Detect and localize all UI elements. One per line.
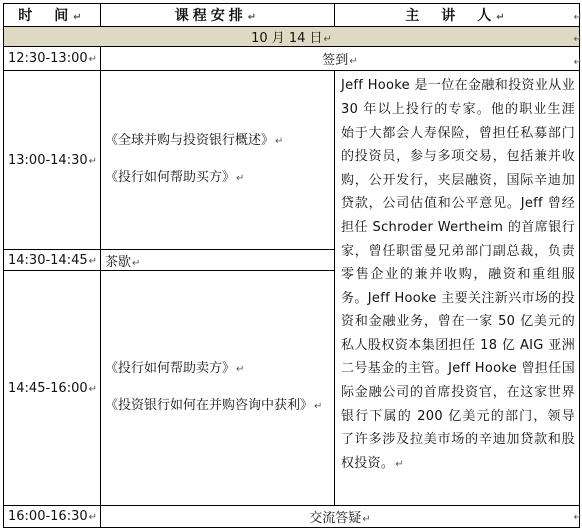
row-end-mark: ↵ — [573, 512, 582, 523]
speaker-bio: Jeff Hooke 是一位在金融和投资业从业 30 年以上投行的专家。他的职业生涯始于大都会人寿保险，曾担任私募部门的投资员，参与多项交易，包括兼并收购，公开发行，夹层融资，国际辛迪加贷款，公司估值和公平意见。Jeff 曾经担任 Schroder Wertheim 的首席银行家，曾任职雷曼兄弟部门副总裁，负责零售企业的兼并收购，融资和重组服务。Jeff Hooke 主要关注新兴市场的投资和金融业务，曾在一家 50 亿美元的私人股权资本集团担任 18 亿 AIG 亚洲二号基金的主管。Jeff Hooke 曾担任国际金融公司的首席投资官，在这家世界银行下属的 200 亿美元的部门，领导了许多涉及拉美市场的辛迪加贷款和股权投资。 — [341, 78, 575, 471]
header-course: 课程安排↵ — [101, 4, 335, 27]
activity-cell: 交流答疑↵ — [101, 505, 580, 527]
course-title: 《投行如何帮助买方》 — [105, 170, 236, 186]
time-cell: 14:30-14:45↵ — [4, 250, 101, 271]
time-cell: 12:30-13:00↵ — [4, 47, 101, 71]
table-row — [4, 47, 580, 71]
header-speaker: 主 讲 人↵ — [335, 4, 580, 27]
course-title: 《全球并购与投资银行概述》 — [105, 133, 275, 149]
date-row — [4, 27, 580, 47]
date-cell: 10 月 14 日↵ — [4, 27, 580, 47]
header-time: 时 间↵ — [4, 4, 101, 27]
time-cell: 13:00-14:30↵ — [4, 71, 101, 250]
activity-cell: 茶歇↵ — [101, 250, 335, 271]
table-row — [4, 505, 580, 527]
time-cell: 14:45-16:00↵ — [4, 271, 101, 505]
table-row — [4, 71, 580, 250]
row-end-mark: ↵ — [573, 57, 582, 68]
speaker-bio-cell: Jeff Hooke 是一位在金融和投资业从业 30 年以上投行的专家。他的职业生涯始于大都会人寿保险，曾担任私募部门的投资员，参与多项交易，包括兼并收购，公开发行，夹层融资，国际辛迪加贷款，公司估值和公平意见。Jeff 曾经担任 Schroder Wertheim 的首席银行家，曾任职雷曼兄弟部门副总裁，负责零售企业的兼并收购，融资和重组服务。Jeff Hooke 主要关注新兴市场的投资和金融业务，曾在一家 50 亿美元的私人股权资本集团担任 18 亿 AIG 亚洲二号基金的主管。Jeff Hooke 曾担任国际金融公司的首席投资官，在这家世界银行下属的 200 亿美元的部门，领导了许多涉及拉美市场的辛迪加贷款和股权投资。↵ — [335, 71, 580, 505]
course-cell: 《全球并购与投资银行概述》↵ 《投行如何帮助买方》↵ — [101, 71, 335, 250]
time-cell: 16:00-16:30↵ — [4, 505, 101, 527]
row-end-mark: ↵ — [573, 12, 582, 23]
course-title: 《投行如何帮助卖方》 — [105, 361, 236, 377]
course-cell: 《投行如何帮助卖方》↵ 《投资银行如何在并购咨询中获利》↵ — [101, 271, 335, 505]
activity-cell: 签到↵ — [101, 47, 580, 71]
schedule-table — [3, 3, 580, 528]
course-title: 《投资银行如何在并购咨询中获利》 — [105, 398, 314, 414]
header-row — [4, 4, 580, 27]
row-end-mark: ↵ — [573, 34, 582, 45]
